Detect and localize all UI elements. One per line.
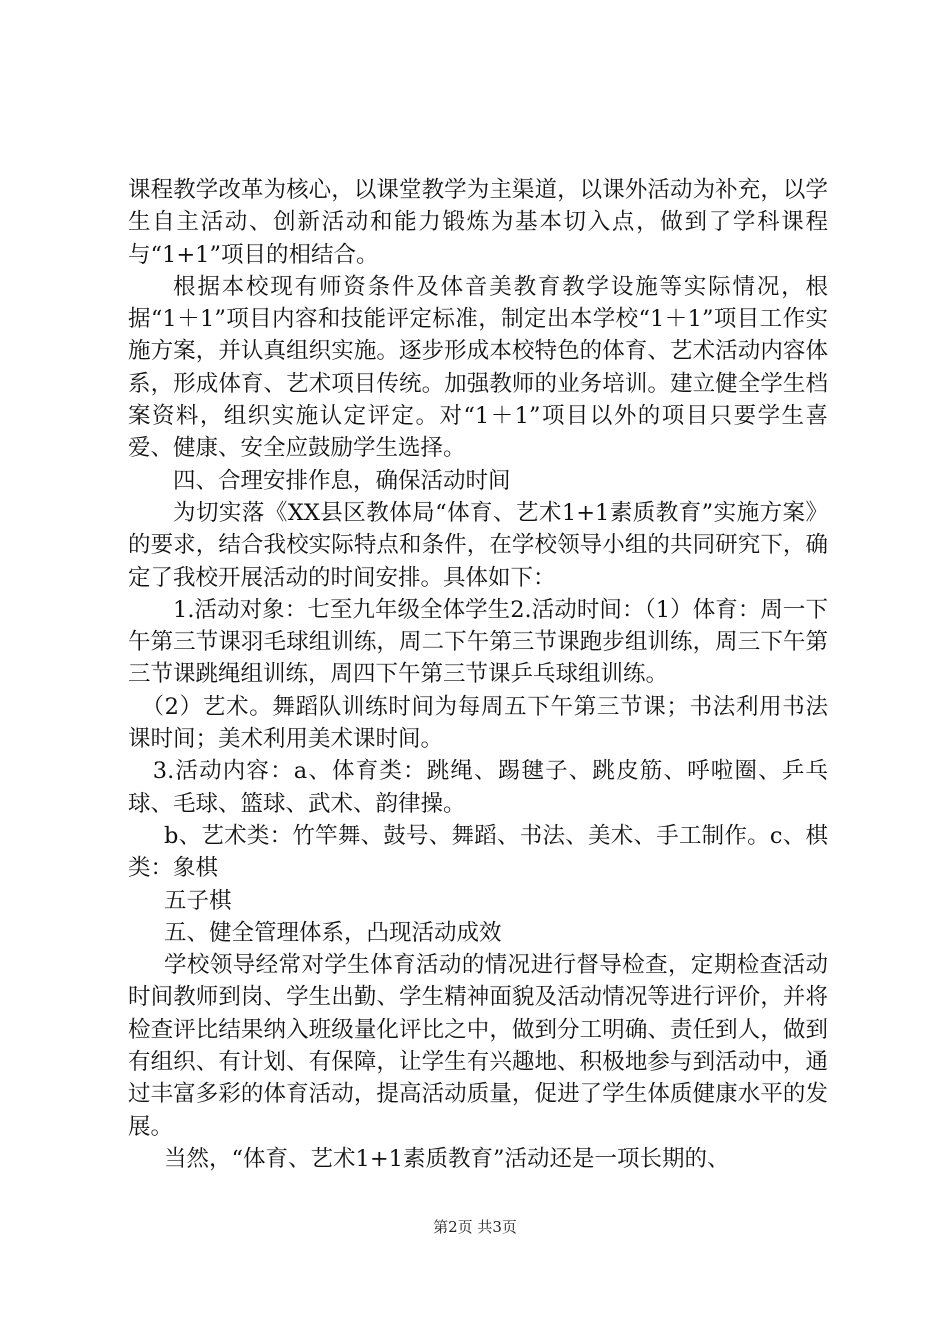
paragraph-schedule-intro: 为切实落《XX县区教体局“体育、艺术1+1素质教育”实施方案》的要求，结合我校实际特点和条件，在学校领导小组的共同研究下，确定了我校开展活动的时间安排。具体如下： <box>128 499 828 591</box>
document-body <box>128 174 828 1175</box>
paragraph-implementation-plan: 根据本校现有师资条件及体音美教育教学设施等实际情况，根据“1＋1”项目内容和技能评定标准，制定出本学校“1＋1”项目工作实施方案，并认真组织实施。逐步形成本校特色的体育、艺术活动内容体系，形成体育、艺术项目传统。加强教师的业务培训。建立健全学生档案资料，组织实施认定评定。对“1＋1”项目以外的项目只要学生喜爱、健康、安全应鼓励学生选择。 <box>128 273 828 462</box>
section-heading-management: 五、健全管理体系，凸现活动成效 <box>164 919 502 946</box>
paragraph-conclusion-start: 当然，“体育、艺术1+1素质教育”活动还是一项长期的、 <box>164 1145 730 1172</box>
paragraph-activity-content: 3.活动内容：a、体育类：跳绳、踢毽子、跳皮筋、呼啦圈、乒乓球、毛球、篮球、武术、韵律操。 <box>128 758 828 817</box>
paragraph-art-schedule: （2）艺术。舞蹈队训练时间为每周五下午第三节课；书法利用书法课时间；美术利用美术课时间。 <box>128 693 828 753</box>
section-heading-schedule: 四、合理安排作息，确保活动时间 <box>173 467 511 494</box>
paragraph-activity-time: 1.活动对象：七至九年级全体学生2.活动时间：（1）体育：周一下午第三节课羽毛球组训练，周二下午第三节课跑步组训练，周三下午第三节课跳绳组训练，周四下午第三节课乒乓球组训练。 <box>128 596 828 688</box>
paragraph-continuation: 课程教学改革为核心，以课堂教学为主渠道，以课外活动为补充，以学生自主活动、创新活动和能力锻炼为基本切入点，做到了学科课程与“1+1”项目的相结合。 <box>128 177 828 268</box>
paragraph-art-categories: b、艺术类：竹竿舞、鼓号、舞蹈、书法、美术、手工制作。c、棋类：象棋 <box>128 822 828 882</box>
paragraph-management: 学校领导经常对学生体育活动的情况进行督导检查，定期检查活动时间教师到岗、学生出勤、学生精神面貌及活动情况等进行评价，并将检查评比结果纳入班级量化评比之中，做到分工明确、责任到人，做到有组织、有计划、有保障，让学生有兴趣地、积极地参与到活动中，通过丰富多彩的体育活动，提高活动质量，促进了学生体质健康水平的发展。 <box>128 952 828 1140</box>
page-footer: 第2页 共3页 <box>433 1218 517 1236</box>
paragraph-gomoku: 五子棋 <box>164 887 232 914</box>
